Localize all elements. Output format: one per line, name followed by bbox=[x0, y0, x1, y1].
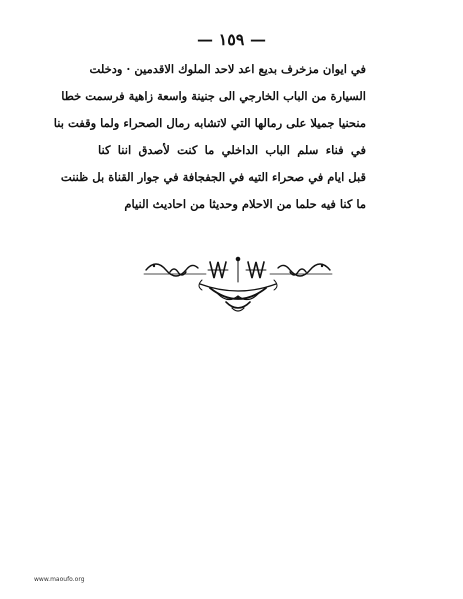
text-line: في ايوان مزخرف بديع اعد لاحد الملوك الاقدمين · ودخلت bbox=[89, 62, 366, 76]
text-line: السيارة من الباب الخارجي الى جنينة واسعة زاهية فرسمت خطا bbox=[61, 89, 366, 103]
text-line: قبل ايام في صحراء التيه في الجفجافة في جوار القناة بل ظننت bbox=[60, 170, 366, 184]
decorative-ornament bbox=[140, 250, 336, 320]
watermark: www.maoufo.org bbox=[34, 576, 85, 583]
text-line: منحنيا جميلا على رمالها التي لاتشابه رمال الصحراء ولما وقفت بنا bbox=[53, 116, 366, 130]
body-text bbox=[53, 56, 366, 218]
page-number: — ١٥٩ — bbox=[197, 30, 266, 49]
text-line: ما كنا فيه حلما من الاحلام وحديثا من احاديث النيام bbox=[124, 197, 366, 211]
text-line: في فناء سلم الباب الداخلي ما كنت لأصدق اننا كنا bbox=[98, 143, 366, 157]
